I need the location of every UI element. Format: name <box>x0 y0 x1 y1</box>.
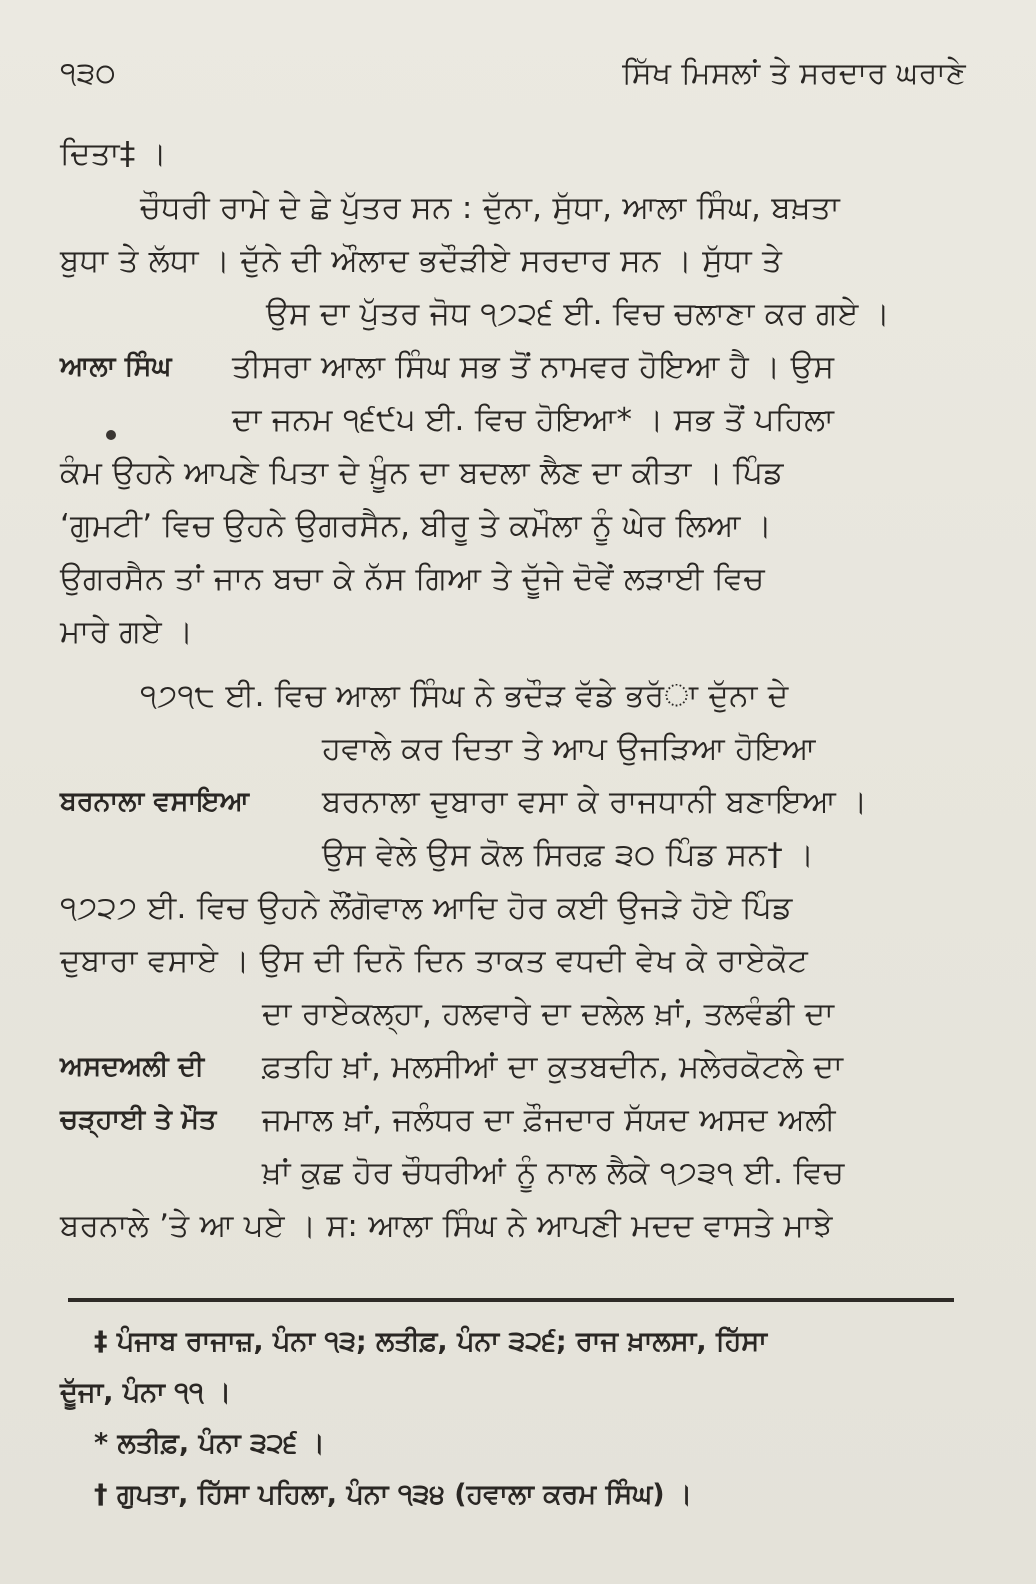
footnote-3: † ਗੁਪਤਾ, ਹਿੱਸਾ ਪਹਿਲਾ, ਪੰਨਾ ੧੩੪ (ਹਵਾਲਾ ਕਰਮ ਸਿੰਘ) । <box>94 1479 693 1510</box>
running-title: ਸਿੱਖ ਮਿਸਲਾਂ ਤੇ ਸਰਦਾਰ ਘਰਾਣੇ <box>622 56 966 91</box>
body-line-9: ਉਗਰਸੈਨ ਤਾਂ ਜਾਨ ਬਚਾ ਕੇ ਨੱਸ ਗਿਆ ਤੇ ਦੂੱਜੇ ਦੋਵੇਂ ਲੜਾਈ ਵਿਚ <box>60 561 765 597</box>
page-number: ੧੩੦ <box>60 56 117 91</box>
body-line-4: ਉਸ ਦਾ ਪੁੱਤਰ ਜੋਧ ੧੭੨੬ ਈ. ਵਿਚ ਚਲਾਣਾ ਕਰ ਗਏ । <box>266 296 891 332</box>
margin-note-asad-ali-2: ਚੜ੍ਹਾਈ ਤੇ ਮੌਤ <box>60 1104 217 1135</box>
margin-note-asad-ali-1: ਅਸਦਅਲੀ ਦੀ <box>60 1051 205 1082</box>
body-line-13: ਬਰਨਾਲਾ ਦੁਬਾਰਾ ਵਸਾ ਕੇ ਰਾਜਧਾਨੀ ਬਣਾਇਆ । <box>322 784 868 820</box>
body-line-18: ਫ਼ਤਹਿ ਖ਼ਾਂ, ਮਲਸੀਆਂ ਦਾ ਕੁਤਬਦੀਨ, ਮਲੇਰਕੋਟਲੇ ਦਾ <box>262 1049 844 1085</box>
body-line-11: ੧੭੧੮ ਈ. ਵਿਚ ਆਲਾ ਸਿੰਘ ਨੇ ਭਦੌੜ ਵੱਡੇ ਭਰੱਾ ਦੁੱਨਾ ਦੇ <box>140 678 789 714</box>
body-line-20: ਖ਼ਾਂ ਕੁਛ ਹੋਰ ਚੌਧਰੀਆਂ ਨੂੰ ਨਾਲ ਲੈਕੇ ੧੭੩੧ ਈ. ਵਿਚ <box>262 1155 845 1191</box>
ink-speck <box>106 430 116 440</box>
body-line-15: ੧੭੨੭ ਈ. ਵਿਚ ਉਹਨੇ ਲੌਂਗੋਵਾਲ ਆਦਿ ਹੋਰ ਕਈ ਉਜੜੇ ਹੋਏ ਪਿੰਡ <box>60 890 793 926</box>
footnote-2: * ਲਤੀਫ਼, ਪੰਨਾ ੩੨੬ । <box>94 1428 325 1459</box>
body-line-7: ਕੰਮ ਉਹਨੇ ਆਪਣੇ ਪਿਤਾ ਦੇ ਖ਼ੂੰਨ ਦਾ ਬਦਲਾ ਲੈਣ ਦਾ ਕੀਤਾ । ਪਿੰਡ <box>60 455 784 491</box>
margin-note-ala-singh: ਆਲਾ ਸਿੰਘ <box>60 351 172 382</box>
body-line-19: ਜਮਾਲ ਖ਼ਾਂ, ਜਲੰਧਰ ਦਾ ਫ਼ੌਜਦਾਰ ਸੱਯਦ ਅਸਦ ਅਲੀ <box>262 1102 836 1138</box>
body-line-2: ਚੌਧਰੀ ਰਾਮੇ ਦੇ ਛੇ ਪੁੱਤਰ ਸਨ : ਦੁੱਨਾ, ਸੁੱਧਾ, ਆਲਾ ਸਿੰਘ, ਬਖ਼ਤਾ <box>140 190 841 226</box>
body-line-1: ਦਿਤਾ‡ । <box>60 136 167 172</box>
margin-note-barnala: ਬਰਨਾਲਾ ਵਸਾਇਆ <box>60 786 250 817</box>
footnote-1: ‡ ਪੰਜਾਬ ਰਾਜਾਜ਼, ਪੰਨਾ ੧੩; ਲਤੀਫ਼, ਪੰਨਾ ੩੨੬; ਰਾਜ ਖ਼ਾਲਸਾ, ਹਿੱਸਾ <box>94 1326 767 1357</box>
body-line-8: ‘ਗੁਮਟੀ’ ਵਿਚ ਉਹਨੇ ਉਗਰਸੈਨ, ਬੀਰੂ ਤੇ ਕਮੌਲਾ ਨੂੰ ਘੇਰ ਲਿਆ । <box>60 508 773 544</box>
body-line-14: ਉਸ ਵੇਲੇ ਉਸ ਕੋਲ ਸਿਰਫ਼ ੩੦ ਪਿੰਡ ਸਨ† । <box>322 837 815 873</box>
body-line-3: ਬੁਧਾ ਤੇ ਲੱਧਾ । ਦੁੱਨੇ ਦੀ ਔਲਾਦ ਭਦੌੜੀਏ ਸਰਦਾਰ ਸਨ । ਸੁੱਧਾ ਤੇ <box>60 243 783 279</box>
footnote-1-cont: ਦੂੱਜਾ, ਪੰਨਾ ੧੧ । <box>60 1377 232 1408</box>
body-line-17: ਦਾ ਰਾਏਕਲ੍ਹਾ, ਹਲਵਾਰੇ ਦਾ ਦਲੇਲ ਖ਼ਾਂ, ਤਲਵੰਡੀ ਦਾ <box>262 996 835 1032</box>
body-line-12: ਹਵਾਲੇ ਕਰ ਦਿਤਾ ਤੇ ਆਪ ਉਜੜਿਆ ਹੋਇਆ <box>322 731 816 767</box>
body-line-5: ਤੀਸਰਾ ਆਲਾ ਸਿੰਘ ਸਭ ਤੋਂ ਨਾਮਵਰ ਹੋਇਆ ਹੈ । ਉਸ <box>232 349 835 385</box>
body-line-6: ਦਾ ਜਨਮ ੧੬੯੫ ਈ. ਵਿਚ ਹੋਇਆ* । ਸਭ ਤੋਂ ਪਹਿਲਾ <box>232 402 835 438</box>
body-line-10: ਮਾਰੇ ਗਏ । <box>60 614 194 650</box>
body-line-21: ਬਰਨਾਲੇ ’ਤੇ ਆ ਪਏ । ਸ: ਆਲਾ ਸਿੰਘ ਨੇ ਆਪਣੀ ਮਦਦ ਵਾਸਤੇ ਮਾਝੇ <box>60 1208 833 1244</box>
body-line-16: ਦੁਬਾਰਾ ਵਸਾਏ । ਉਸ ਦੀ ਦਿਨੋ ਦਿਨ ਤਾਕਤ ਵਧਦੀ ਵੇਖ ਕੇ ਰਾਏਕੋਟ <box>60 943 809 979</box>
footnote-rule <box>68 1298 954 1302</box>
